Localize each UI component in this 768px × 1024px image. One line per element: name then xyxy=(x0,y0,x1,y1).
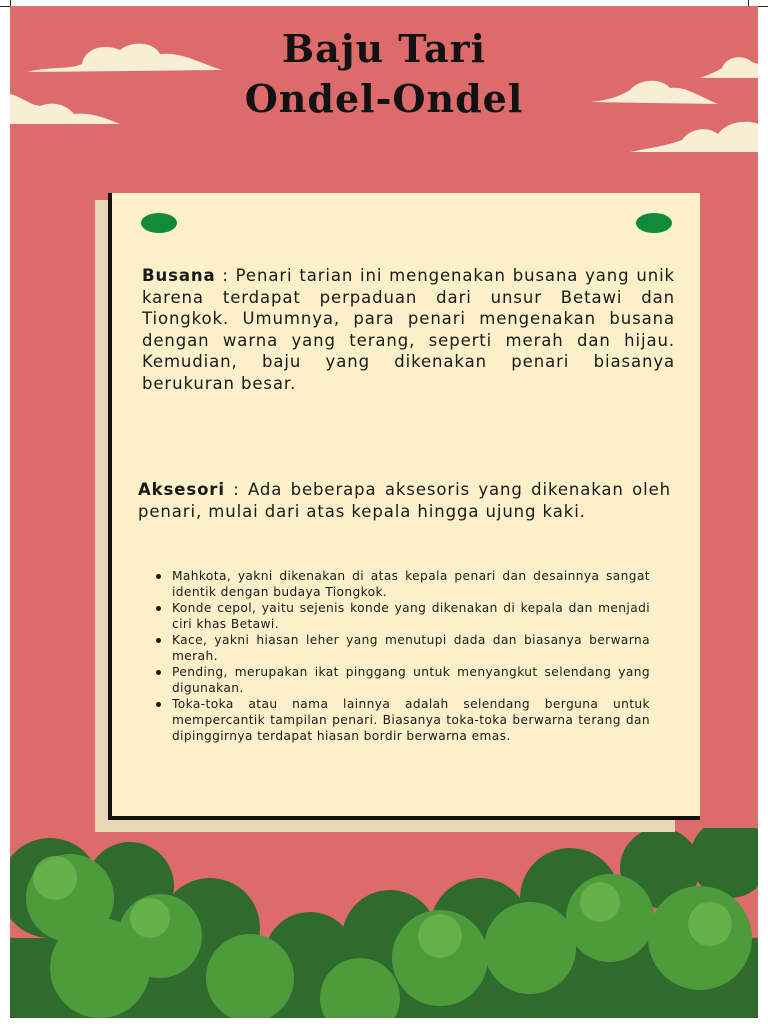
list-item: Pending, merupakan ikat pinggang untuk menyangkut selendang yang digunakan. xyxy=(150,664,650,696)
busana-text: Penari tarian ini mengenakan busana yang unik karena terdapat perpaduan dari unsur Betawi dan Tiongkok. Umumnya, para penari mengenakan busana dengan warna yang terang, seperti merah dan hijau. Kemudian, baju yang dikenakan penari biasanya berukuran besar. xyxy=(142,266,676,393)
green-dot-right xyxy=(636,213,672,233)
accessory-list xyxy=(150,568,650,744)
trees-illustration xyxy=(10,828,758,1018)
list-item: Mahkota, yakni dikenakan di atas kepala penari dan desainnya sangat identik dengan budaya Tiongkok. xyxy=(150,568,650,600)
aksesori-text: Ada beberapa aksesoris yang dikenakan oleh penari, mulai dari atas kepala hingga ujung kaki. xyxy=(138,480,671,521)
list-item: Konde cepol, yaitu sejenis konde yang dikenakan di kepala dan menjadi ciri khas Betawi. xyxy=(150,600,650,632)
crop-mark xyxy=(0,6,10,7)
aksesori-label: Aksesori xyxy=(138,480,225,499)
title-line-2: Ondel-Ondel xyxy=(244,76,524,121)
aksesori-paragraph xyxy=(138,479,671,522)
busana-separator: : xyxy=(215,266,236,285)
crop-mark xyxy=(758,6,768,7)
aksesori-separator: : xyxy=(224,480,249,499)
crop-mark xyxy=(10,0,11,6)
crop-mark xyxy=(748,0,749,6)
page-title xyxy=(0,24,768,124)
cloud-right-bottom xyxy=(630,118,758,158)
title-line-1: Baju Tari xyxy=(281,26,487,71)
list-item: Toka-toka atau nama lainnya adalah selendang berguna untuk mempercantik tampilan penari. Biasanya toka-toka berwarna terang dan dipinggirnya terdapat hiasan bordir berwarna emas. xyxy=(150,696,650,744)
green-dot-left xyxy=(141,213,177,233)
busana-paragraph xyxy=(142,265,675,394)
list-item: Kace, yakni hiasan leher yang menutupi dada dan biasanya berwarna merah. xyxy=(150,632,650,664)
busana-label: Busana xyxy=(142,266,216,285)
